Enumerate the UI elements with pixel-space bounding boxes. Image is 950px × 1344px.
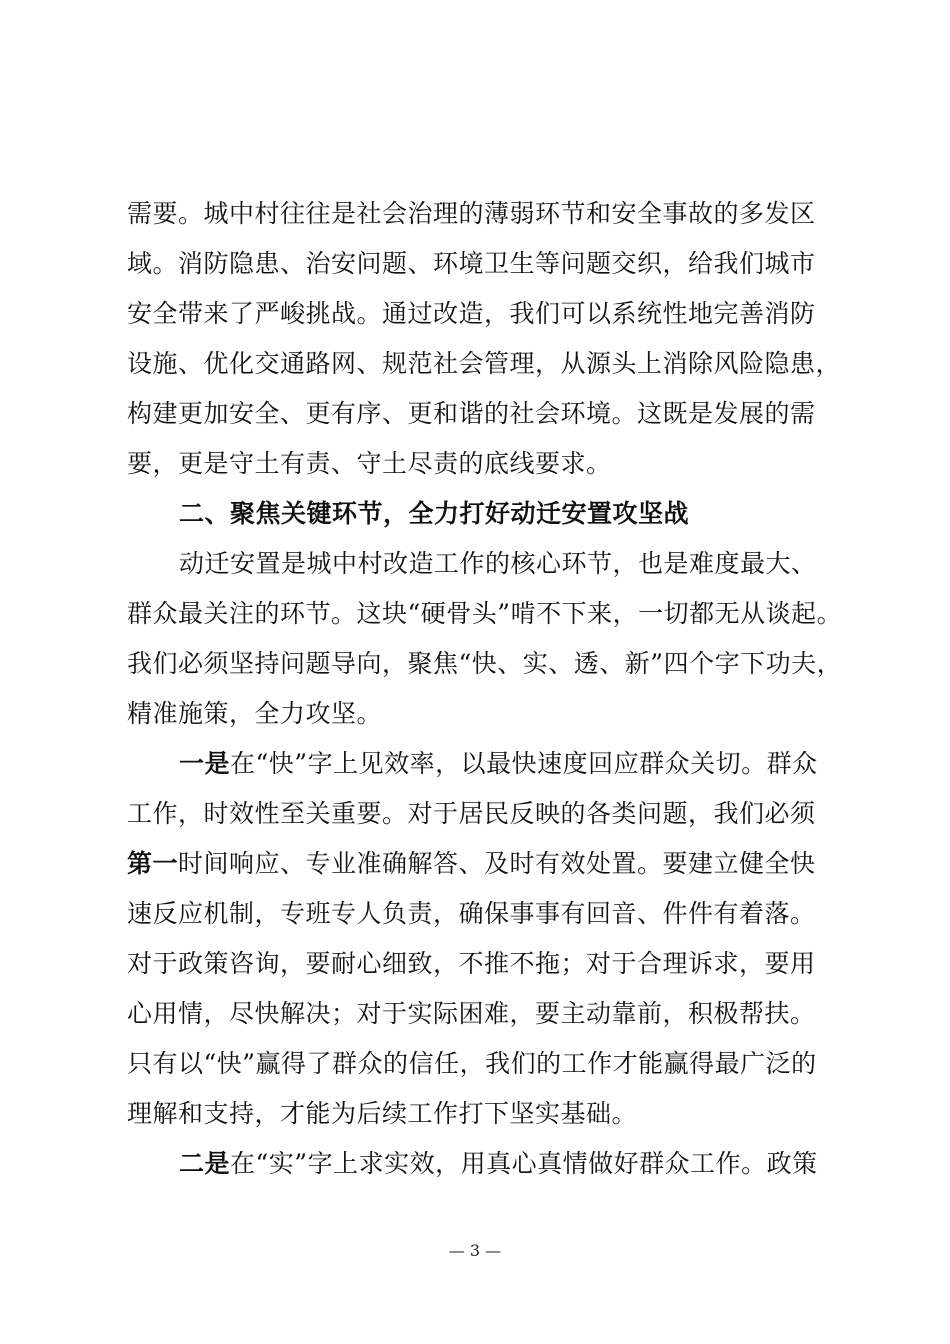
text-line: 动迁安置是城中村改造工作的核心环节，也是难度最大、 xyxy=(179,549,817,578)
text-run: 在“实”字上求实效，用真心真情做好群众工作。政策 xyxy=(230,1149,818,1178)
text-line: 群众最关注的环节。这块“硬骨头”啃不下来，一切都无从谈起。 xyxy=(127,599,843,628)
text-line: 要，更是守土有责、守土尽责的底线要求。 xyxy=(127,449,612,478)
text-run: 在“快”字上见效率，以最快速度回应群众关切。群众 xyxy=(230,749,818,778)
text-line xyxy=(127,1139,847,1189)
text-line: 构建更加安全、更有序、更和谐的社会环境。这既是发展的需 xyxy=(127,399,816,428)
text-line xyxy=(127,839,847,889)
text-line: 需要。城中村往往是社会治理的薄弱环节和安全事故的多发区 xyxy=(127,199,816,228)
text-line: 工作，时效性至关重要。对于居民反映的各类问题，我们必须 xyxy=(127,799,816,828)
text-line: 设施、优化交通路网、规范社会管理，从源头上消除风险隐患， xyxy=(127,349,842,378)
paragraph-relocation-intro xyxy=(127,539,847,739)
text-line: 理解和支持，才能为后续工作打下坚实基础。 xyxy=(127,1099,638,1128)
paragraph-point-one xyxy=(127,739,847,1139)
text-line: 我们必须坚持问题导向，聚焦“快、实、透、新”四个字下功夫， xyxy=(127,649,843,678)
text-line: 域。消防隐患、治安问题、环境卫生等问题交织，给我们城市 xyxy=(127,249,816,278)
text-line: 心用情，尽快解决；对于实际困难，要主动靠前，积极帮扶。 xyxy=(127,999,816,1028)
paragraph-continuation xyxy=(127,189,847,489)
text-line: 精准施策，全力攻坚。 xyxy=(127,699,383,728)
page-number: — 3 — xyxy=(448,1241,502,1260)
document-body xyxy=(127,189,847,1189)
text-line xyxy=(127,739,847,789)
text-line: 只有以“快”赢得了群众的信任，我们的工作才能赢得最广泛的 xyxy=(127,1049,817,1078)
point-label: 一是 xyxy=(179,749,231,778)
point-label: 二是 xyxy=(179,1149,231,1178)
text-line: 安全带来了严峻挑战。通过改造，我们可以系统性地完善消防 xyxy=(127,299,816,328)
text-line: 速反应机制，专班专人负责，确保事事有回音、件件有着落。 xyxy=(127,899,816,928)
emphasis-text: 第一 xyxy=(127,849,179,878)
text-line: 对于政策咨询，要耐心细致，不推不拖；对于合理诉求，要用 xyxy=(127,949,816,978)
text-run: 时间响应、专业准确解答、及时有效处置。要建立健全快 xyxy=(178,849,816,878)
paragraph-point-two xyxy=(127,1139,847,1189)
section-heading: 二、聚焦关键环节，全力打好动迁安置攻坚战 xyxy=(179,499,690,528)
